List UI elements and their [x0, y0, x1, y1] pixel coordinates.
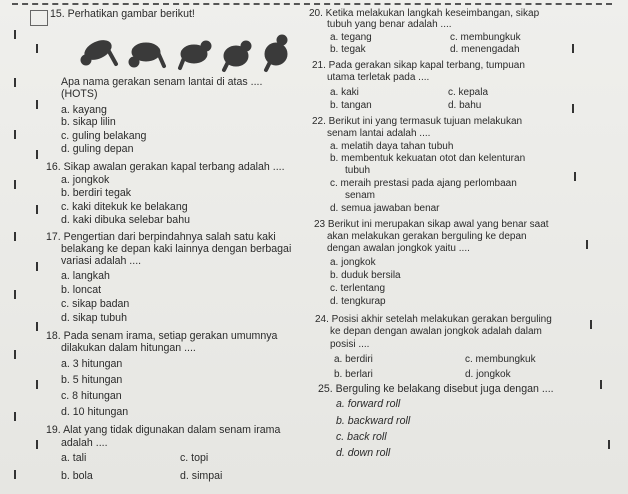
margin-mark [14, 130, 16, 139]
q25-option-d[interactable]: d. down roll [336, 447, 391, 459]
q15-stem: Apa nama gerakan senam lantai di atas .... [61, 76, 263, 88]
q16-option-b[interactable]: b. berdiri tegak [61, 187, 132, 199]
q19-stem: adalah .... [61, 437, 108, 449]
q23-option-a[interactable]: a. jongkok [330, 257, 376, 268]
q17-option-d[interactable]: d. sikap tubuh [61, 312, 127, 324]
q24-stem: ke depan dengan awalan jongkok adalah dalam [330, 326, 542, 337]
q19-option-d[interactable]: d. simpai [180, 470, 223, 482]
margin-mark [572, 44, 574, 53]
forward-roll-illustration [76, 28, 296, 74]
q25-stem: 25. Berguling ke belakang disebut juga dengan .... [318, 383, 554, 395]
margin-mark [36, 44, 38, 53]
margin-mark [36, 205, 38, 214]
q19-option-c[interactable]: c. topi [180, 452, 209, 464]
q15-hots-tag: (HOTS) [61, 88, 98, 100]
q15-option-b[interactable]: b. sikap lilin [61, 116, 116, 128]
q19-option-a[interactable]: a. tali [61, 452, 87, 464]
q21-option-d[interactable]: d. bahu [448, 100, 482, 111]
q23-option-c[interactable]: c. terlentang [330, 283, 386, 294]
margin-mark [14, 412, 16, 421]
q24-stem: 24. Posisi akhir setelah melakukan gerakan berguling [315, 314, 552, 325]
q23-stem: 23 Berikut ini merupakan sikap awal yang benar saat [314, 219, 549, 230]
q23-option-b[interactable]: b. duduk bersila [330, 270, 401, 281]
margin-mark [600, 380, 602, 389]
q25-option-a[interactable]: a. forward roll [336, 398, 401, 410]
q20-option-a[interactable]: a. tegang [330, 32, 372, 43]
q23-stem: akan melakukan gerakan berguling ke depan [327, 231, 527, 242]
q16-stem: 16. Sikap awalan gerakan kapal terbang adalah .... [46, 161, 285, 173]
q18-stem: dilakukan dalam hitungan .... [61, 342, 196, 354]
q20-option-c[interactable]: c. membungkuk [450, 32, 521, 43]
margin-mark [14, 232, 16, 241]
margin-mark [14, 30, 16, 39]
q19-stem: 19. Alat yang tidak digunakan dalam senam irama [46, 424, 281, 436]
q17-stem: belakang ke depan kaki lainnya dengan berbagai [61, 243, 292, 255]
q21-stem: utama terletak pada .... [327, 72, 430, 83]
q25-option-c[interactable]: c. back roll [336, 431, 387, 443]
q22-option-c-cont: senam [345, 190, 376, 201]
q21-option-b[interactable]: b. tangan [330, 100, 372, 111]
q18-stem: 18. Pada senam irama, setiap gerakan umumnya [46, 330, 278, 342]
q22-option-b[interactable]: b. membentuk kekuatan otot dan kelenturan [330, 153, 526, 164]
margin-mark [36, 150, 38, 159]
q17-option-b[interactable]: b. loncat [61, 284, 102, 296]
q16-option-a[interactable]: a. jongkok [61, 174, 110, 186]
q20-option-d[interactable]: d. menengadah [450, 44, 520, 55]
margin-mark [572, 104, 574, 113]
q19-option-b[interactable]: b. bola [61, 470, 93, 482]
q18-option-c[interactable]: c. 8 hitungan [61, 390, 122, 402]
q22-option-c[interactable]: c. meraih prestasi pada ajang perlombaan [330, 178, 517, 189]
margin-mark [36, 380, 38, 389]
top-dashed-border [12, 3, 612, 5]
q23-stem: dengan awalan jongkok yaitu .... [327, 243, 470, 254]
q17-option-c[interactable]: c. sikap badan [61, 298, 130, 310]
q20-stem: tubuh yang benar adalah .... [327, 19, 452, 30]
q22-stem: 22. Berikut ini yang termasuk tujuan melakukan [312, 116, 523, 127]
q22-option-a[interactable]: a. melatih daya tahan tubuh [330, 141, 454, 152]
margin-mark [590, 320, 592, 329]
q22-option-d[interactable]: d. semua jawaban benar [330, 203, 440, 214]
q16-option-d[interactable]: d. kaki dibuka selebar bahu [61, 214, 190, 226]
margin-mark [14, 78, 16, 87]
q25-option-b[interactable]: b. backward roll [336, 415, 411, 427]
q24-option-a[interactable]: a. berdiri [334, 354, 373, 365]
margin-mark [586, 240, 588, 249]
margin-mark [14, 180, 16, 189]
q18-option-b[interactable]: b. 5 hitungan [61, 374, 123, 386]
q23-option-d[interactable]: d. tengkurap [330, 296, 386, 307]
q20-stem: 20. Ketika melakukan langkah keseimbangan, sikap [309, 8, 540, 19]
q16-option-c[interactable]: c. kaki ditekuk ke belakang [61, 201, 188, 213]
q22-stem: senam lantai adalah .... [327, 128, 431, 139]
q15-option-c[interactable]: c. guling belakang [61, 130, 147, 142]
margin-mark [36, 100, 38, 109]
q22-option-b-cont: tubuh [345, 165, 371, 176]
q15-option-a[interactable]: a. kayang [61, 104, 107, 116]
margin-mark [14, 470, 16, 479]
q20-option-b[interactable]: b. tegak [330, 44, 366, 55]
q24-stem: posisi .... [330, 339, 370, 350]
q24-option-c[interactable]: c. membungkuk [465, 354, 536, 365]
margin-mark [14, 290, 16, 299]
margin-mark [574, 172, 576, 181]
q18-option-a[interactable]: a. 3 hitungan [61, 358, 123, 370]
margin-mark [608, 440, 610, 449]
q21-stem: 21. Pada gerakan sikap kapal terbang, tumpuan [312, 60, 525, 71]
q15-stem: 15. Perhatikan gambar berikut! [50, 8, 195, 20]
q15-option-d[interactable]: d. guling depan [61, 143, 134, 155]
q18-option-d[interactable]: d. 10 hitungan [61, 406, 129, 418]
corner-box [30, 10, 48, 26]
margin-mark [36, 322, 38, 331]
q17-stem: 17. Pengertian dari berpindahnya salah satu kaki [46, 231, 276, 243]
q24-option-b[interactable]: b. berlari [334, 369, 373, 380]
q21-option-c[interactable]: c. kepala [448, 87, 489, 98]
margin-mark [36, 262, 38, 271]
q24-option-d[interactable]: d. jongkok [465, 369, 511, 380]
q17-stem: variasi adalah .... [61, 255, 142, 267]
q17-option-a[interactable]: a. langkah [61, 270, 110, 282]
margin-mark [14, 350, 16, 359]
margin-mark [36, 440, 38, 449]
q21-option-a[interactable]: a. kaki [330, 87, 359, 98]
